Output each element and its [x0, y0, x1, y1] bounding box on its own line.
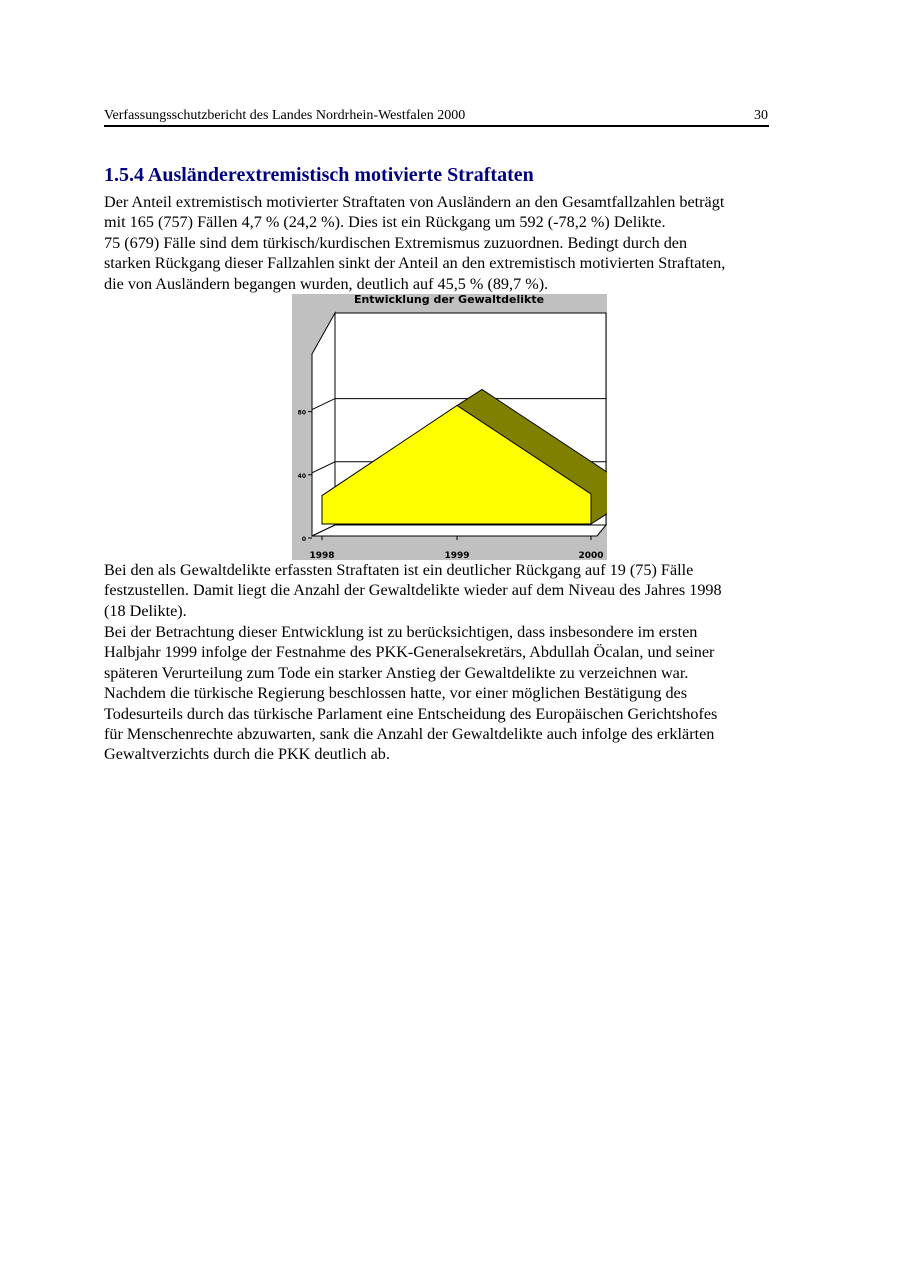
x-tick-label: 2000: [578, 551, 604, 560]
y-tick-label: 80: [297, 409, 306, 417]
section-heading: 1.5.4 Ausländerextremistisch motivierte Straftaten: [104, 164, 534, 186]
chart-title: Entwicklung der Gewaltdelikte: [353, 294, 545, 306]
header-title: Verfassungsschutzbericht des Landes Nordrhein-Westfalen 2000: [104, 108, 466, 123]
x-tick-label: 1998: [309, 551, 335, 560]
chart-svg: [292, 294, 607, 560]
page-header: [104, 106, 769, 127]
paragraph-turkish-kurdish: 75 (679) Fälle sind dem türkisch/kurdischen Extremismus zuzuordnen. Bedingt durch den starken Rückgang dieser Fallzahlen sinkt der Anteil an den extremistisch motivierten Straftaten, die von Ausländern begangen wurden, deutlich auf 45,5 % (89,7 %).: [104, 234, 726, 293]
chart-floor: [312, 525, 606, 536]
x-tick-label: 1999: [444, 551, 470, 560]
paragraph-share-statistics: Der Anteil extremistisch motivierter Straftaten von Ausländern an den Gesamtfallzahlen beträgt mit 165 (757) Fällen 4,7 % (24,2 %). Dies ist ein Rückgang um 592 (-78,2 %) Delikte.: [104, 193, 725, 232]
paragraph-violence-decline: Bei den als Gewaltdelikte erfassten Straftaten ist ein deutlicher Rückgang auf 19 (75) Fälle festzustellen. Damit liegt die Anzahl der Gewaltdelikte wieder auf dem Niveau des Jahres 1998 (18 Delikte).: [104, 561, 722, 620]
paragraph-development-context: Bei der Betrachtung dieser Entwicklung ist zu berücksichtigen, dass insbesondere im ersten Halbjahr 1999 infolge der Festnahme des PKK-Generalsekretärs, Abdullah Öcalan, und seiner späteren Verurteilung zum Tode ein starker Anstieg der Gewaltdelikte zu verzeichnen war. Nachdem die türkische Regierung beschlossen hatte, vor einer möglichen Bestätigung des Todesurteils durch das türkische Parlament eine Entscheidung des Europäischen Gerichtshofes für Menschenrechte abzuwarten, sank die Anzahl der Gewaltdelikte auch infolge des erklärten Gewaltverzichts durch die PKK deutlich ab.: [104, 623, 718, 764]
violence-chart: [292, 294, 607, 560]
y-tick-label: 40: [297, 472, 306, 480]
page-number: 30: [754, 108, 768, 123]
y-tick-label: 0: [301, 536, 306, 543]
